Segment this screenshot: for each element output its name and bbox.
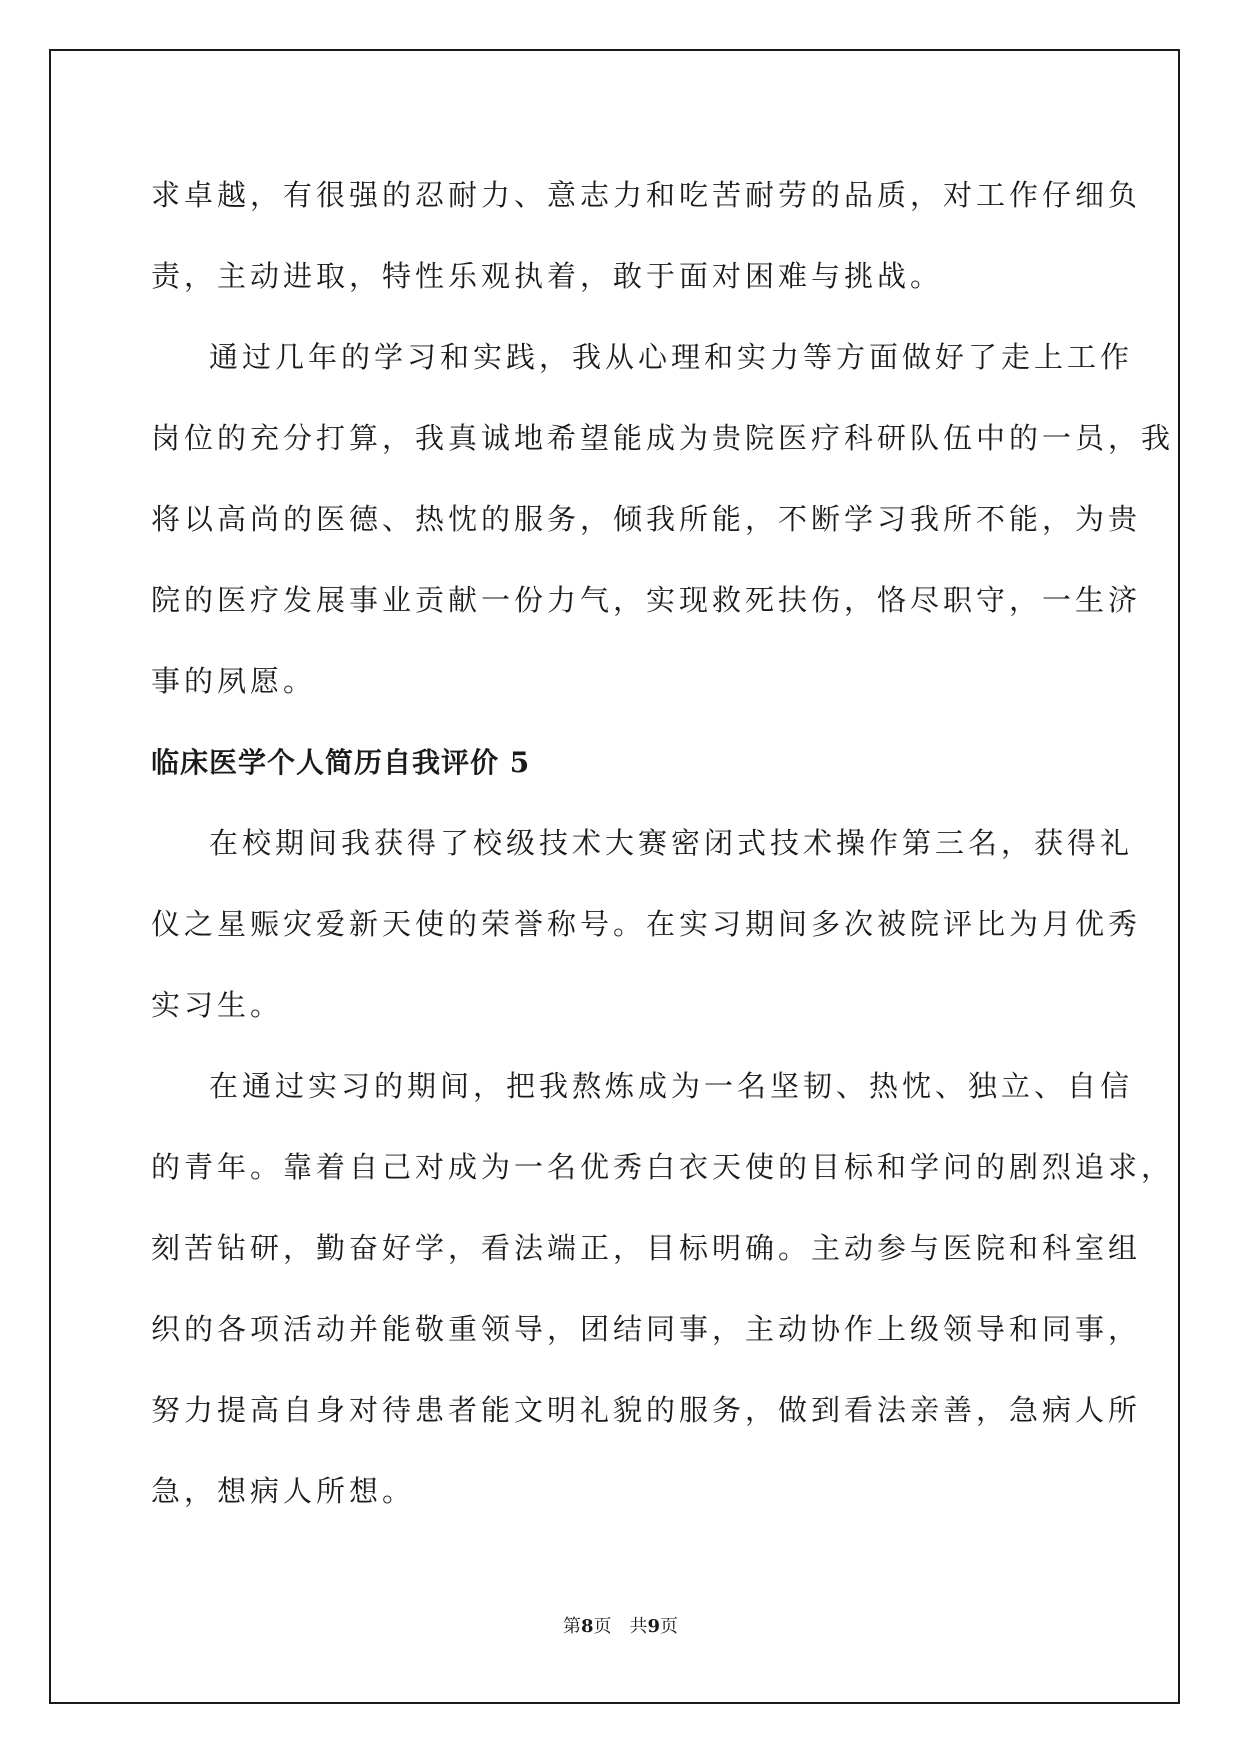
document-body (151, 155, 1175, 1532)
page-suffix: 页 (593, 1616, 612, 1637)
text-line: 刻苦钻研，勤奋好学，看法端正，目标明确。主动参与医院和科室组 (151, 1231, 1142, 1265)
paragraph (151, 155, 1142, 317)
text-line: 在校期间我获得了校级技术大赛密闭式技术操作第三名，获得礼 (209, 826, 1134, 860)
text-line: 事的夙愿。 (151, 664, 317, 698)
text-line: 通过几年的学习和实践，我从心理和实力等方面做好了走上工作 (209, 340, 1134, 374)
text-line: 仪之星赈灾爱新天使的荣誉称号。在实习期间多次被院评比为月优秀 (151, 907, 1142, 941)
page-prefix: 第 (562, 1616, 581, 1637)
total-count: 9 (647, 1616, 661, 1637)
total-prefix: 共 (629, 1616, 648, 1637)
text-line: 实习生。 (151, 988, 284, 1022)
paragraph (151, 803, 1142, 1046)
text-line: 岗位的充分打算，我真诚地希望能成为贵院医疗科研队伍中的一员，我 (151, 421, 1175, 455)
total-suffix: 页 (660, 1616, 679, 1637)
text-line: 责，主动进取，特性乐观执着，敢于面对困难与挑战。 (151, 259, 944, 293)
text-line: 努力提高自身对待患者能文明礼貌的服务，做到看法亲善，急病人所 (151, 1393, 1142, 1427)
text-line: 将以高尚的医德、热忱的服务，倾我所能，不断学习我所不能，为贵 (151, 502, 1142, 536)
page-footer (0, 1612, 1241, 1638)
total-pages (630, 1616, 679, 1637)
text-line: 在通过实习的期间，把我熬炼成为一名坚韧、热忱、独立、自信 (209, 1069, 1134, 1103)
paragraph (151, 317, 1175, 722)
text-line: 急，想病人所想。 (151, 1474, 416, 1508)
text-line: 织的各项活动并能敬重领导，团结同事，主动协作上级领导和同事， (151, 1312, 1142, 1346)
text-line: 院的医疗发展事业贡献一份力气，实现救死扶伤，恪尽职守，一生济 (151, 583, 1142, 617)
text-line: 求卓越，有很强的忍耐力、意志力和吃苦耐劳的品质，对工作仔细负 (151, 178, 1142, 212)
section-heading: 临床医学个人简历自我评价 5 (151, 746, 531, 779)
page-number (563, 1616, 612, 1637)
text-line: 的青年。靠着自己对成为一名优秀白衣天使的目标和学问的剧烈追求， (151, 1150, 1175, 1184)
current-page: 8 (580, 1616, 594, 1637)
paragraph (151, 1046, 1175, 1532)
